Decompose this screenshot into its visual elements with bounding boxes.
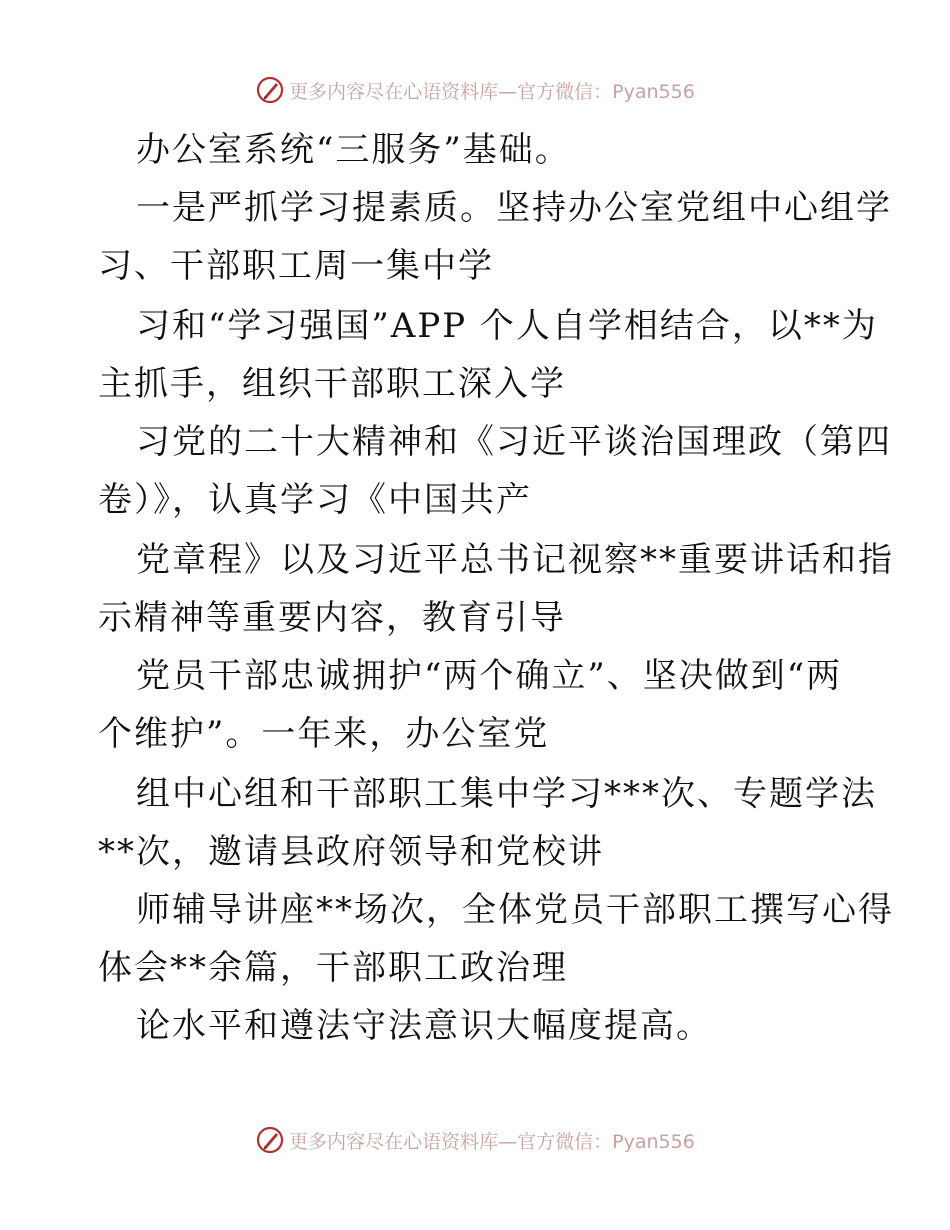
paragraph-line: 习党的二十大精神和《习近平谈治国理政（第四: [136, 422, 892, 462]
paragraph-line: 卷）》，认真学习《中国共产: [98, 480, 532, 520]
paragraph-line: 论水平和遵法守法意识大幅度提高。: [136, 1006, 712, 1046]
paragraph-line: 示精神等重要内容，教育引导: [98, 598, 566, 638]
paragraph-line: 组中心组和干部职工集中学习***次、专题学法: [136, 774, 877, 814]
paragraph-line: 师辅导讲座**场次，全体党员干部职工撰写心得: [136, 890, 894, 930]
paragraph-line: **次，邀请县政府领导和党校讲: [98, 832, 604, 872]
paragraph-line: 习和“学习强国”APP 个人自学相结合，以**为: [136, 306, 878, 346]
paragraph-line: 党章程》以及习近平总书记视察**重要讲话和指: [136, 540, 894, 580]
header-watermark: [0, 72, 950, 108]
paragraph-line: 一是严抓学习提素质。坚持办公室党组中心组学: [136, 188, 892, 228]
paragraph-line: 主抓手，组织干部职工深入学: [98, 364, 566, 404]
paragraph-line: 个维护”。一年来，办公室党: [98, 714, 550, 754]
paragraph-line: 党员干部忠诚拥护“两个确立”、坚决做到“两: [136, 656, 843, 696]
paragraph-line: 体会**余篇，干部职工政治理: [98, 948, 568, 988]
paragraph-line: 办公室系统“三服务”基础。: [136, 130, 571, 170]
watermark-text: 更多内容尽在心语资料库—官方微信：Pyan556: [289, 80, 695, 103]
paragraph-line: 习、干部职工周一集中学: [98, 246, 494, 286]
footer-watermark: [0, 1122, 950, 1158]
watermark-text: 更多内容尽在心语资料库—官方微信：Pyan556: [289, 1130, 695, 1153]
quill-pen-circle-icon: [255, 75, 285, 105]
quill-pen-circle-icon: [255, 1125, 285, 1155]
